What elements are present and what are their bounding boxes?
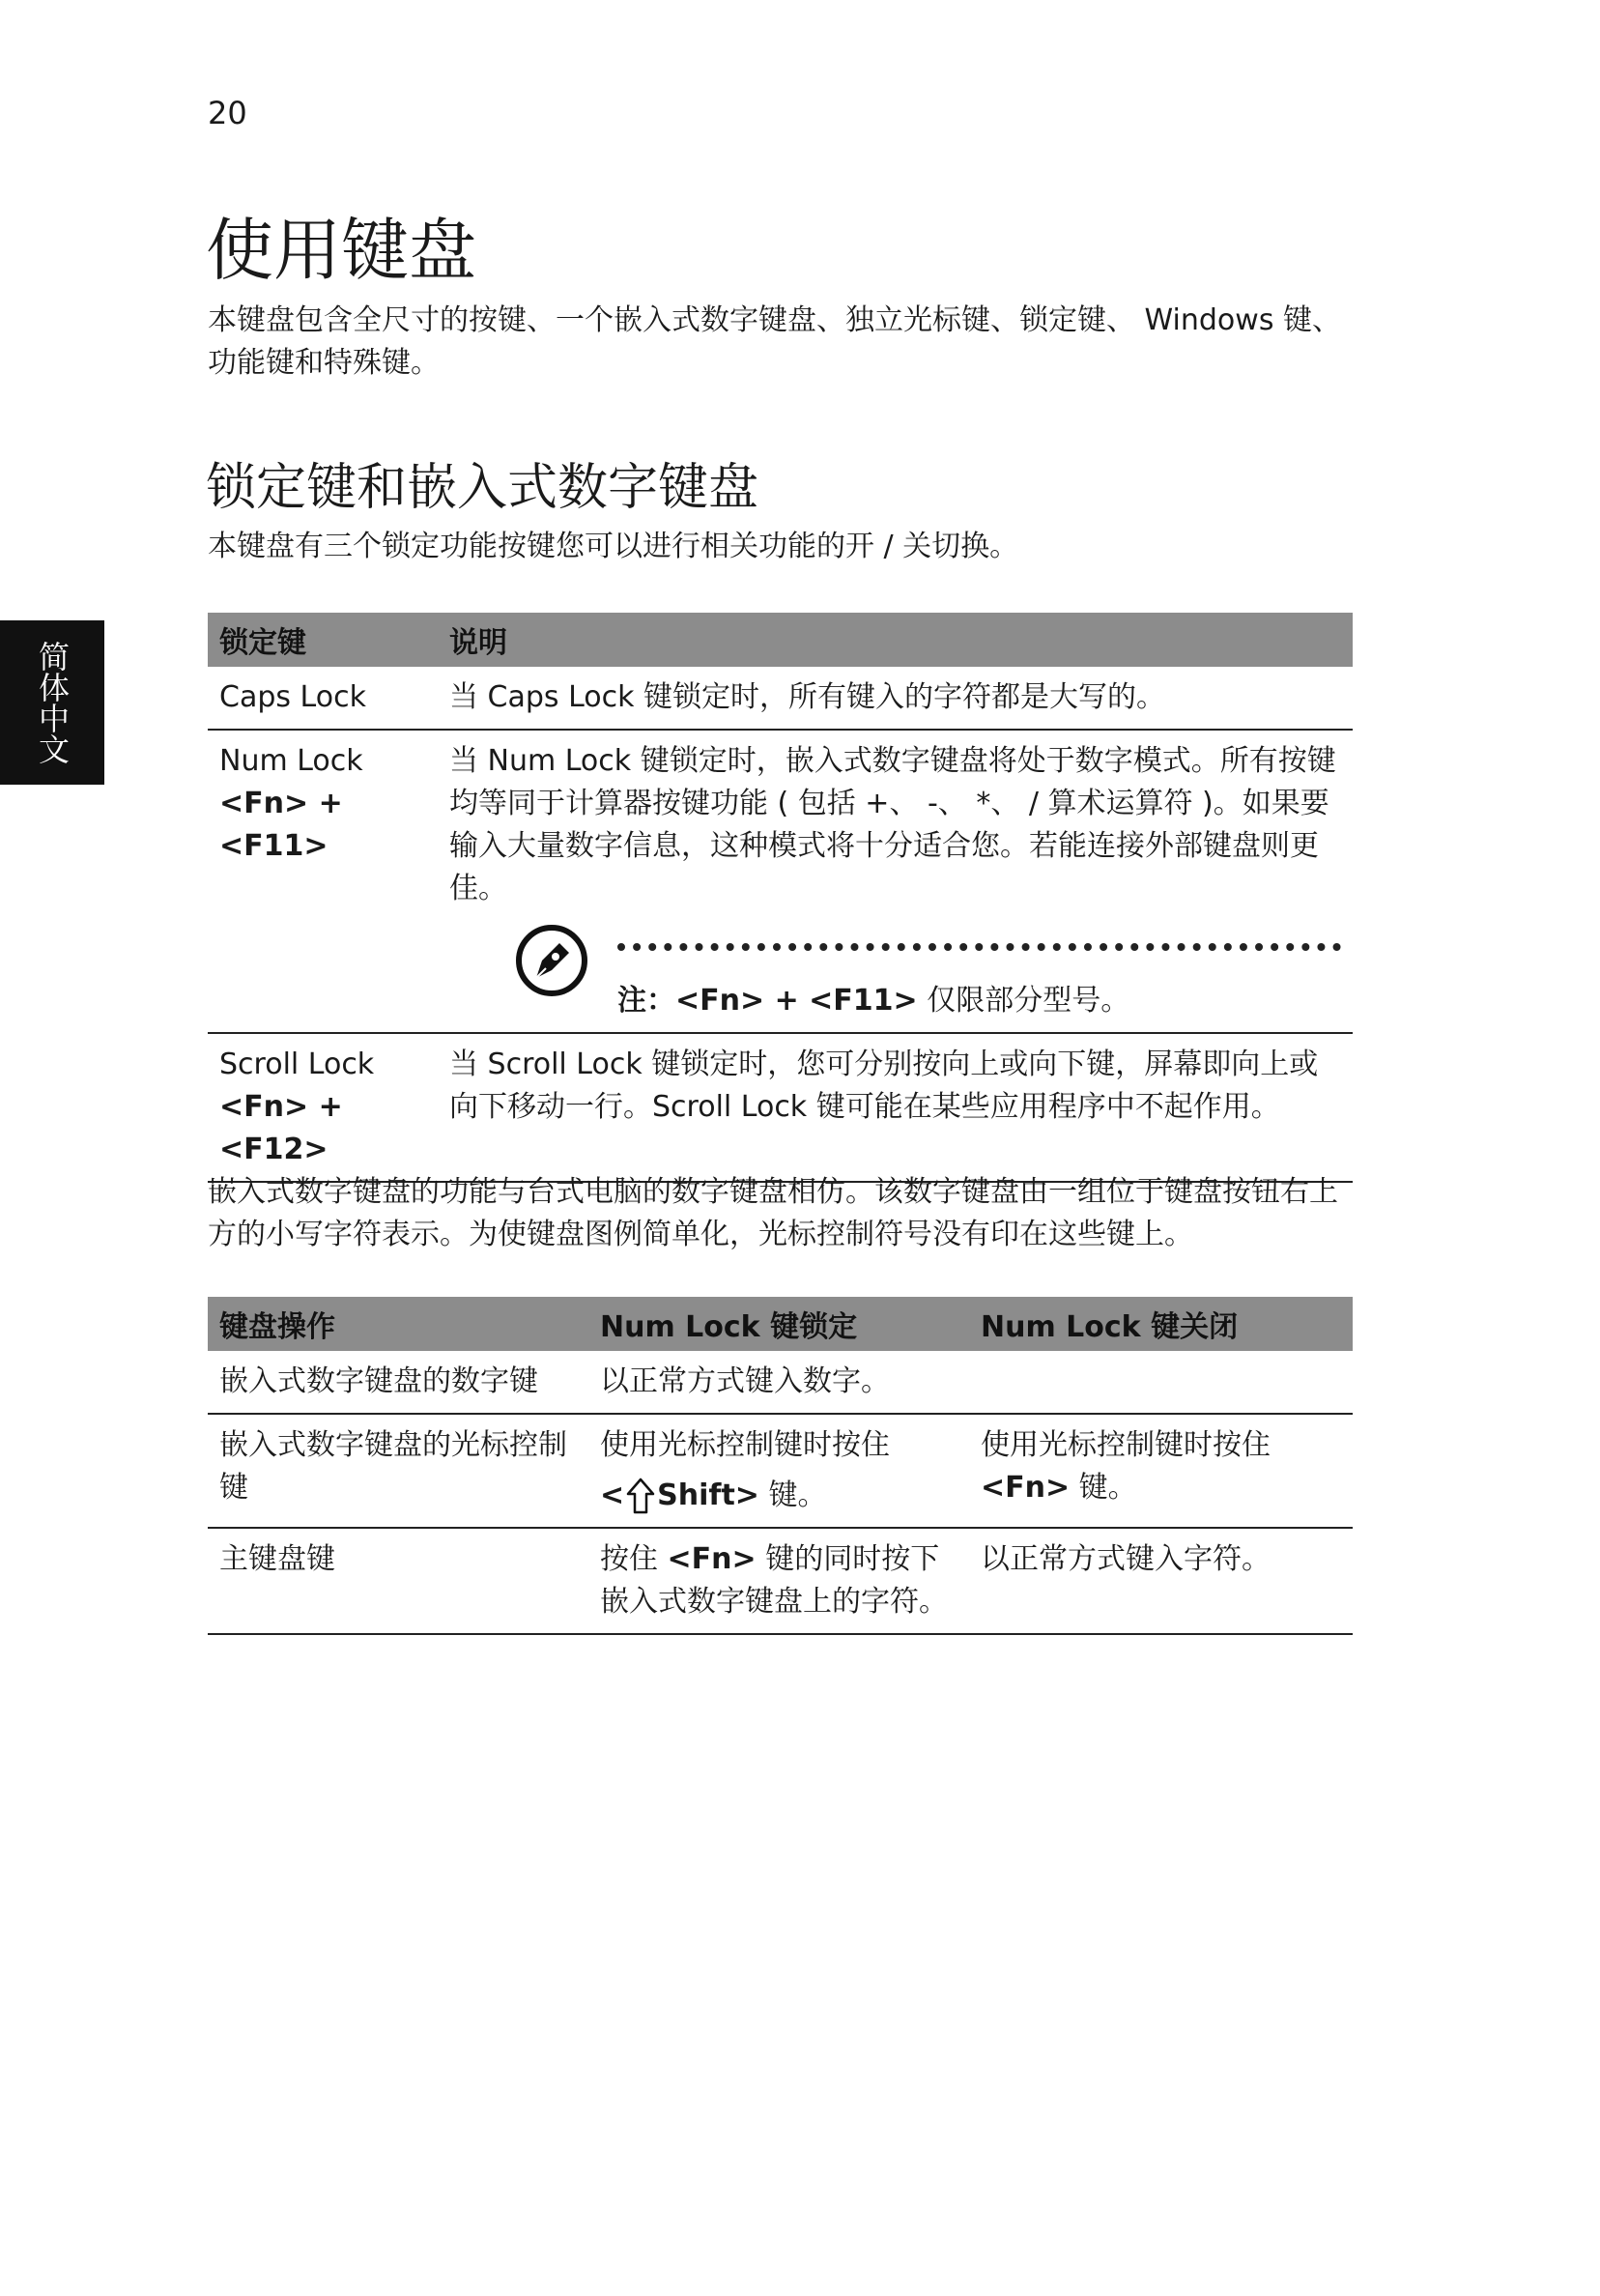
- section-title: 锁定键和嵌入式数字键盘: [206, 459, 759, 517]
- numlock-on-cell: [588, 1528, 969, 1634]
- shift-suffix: 键。: [758, 1478, 827, 1512]
- table-row: [208, 667, 1353, 730]
- key-name: Scroll Lock: [219, 1048, 375, 1081]
- fn-key: <Fn>: [667, 1542, 757, 1576]
- desc-cell: 当 Scroll Lock 键锁定时，您可分别按向上或向下键，屏幕即向上或向下移动一行。Scroll Lock 键可能在某些应用程序中不起作用。: [438, 1033, 1353, 1182]
- numlock-on-cell: [588, 1414, 969, 1528]
- numlock-on-cell: 以正常方式键入数字。: [588, 1351, 969, 1414]
- desc-text: 当 Num Lock 键锁定时，嵌入式数字键盘将处于数字模式。所有按键均等同于计算器按键功能 ( 包括 +、 -、 *、 / 算术运算符 )。如果要输入大量数字信息，这种模式将十分适合您。若能连接外部键盘则更佳。: [449, 744, 1336, 905]
- desc-cell: 当 Caps Lock 键锁定时，所有键入的字符都是大写的。: [438, 667, 1353, 730]
- operation-cell: 主键盘键: [208, 1528, 588, 1634]
- shift-line: [600, 1475, 957, 1517]
- table-row: [208, 1414, 1353, 1528]
- desc-cell: [438, 730, 1353, 1033]
- page-number: 20: [208, 95, 247, 131]
- operation-cell: 嵌入式数字键盘的数字键: [208, 1351, 588, 1414]
- table-row: [208, 730, 1353, 1033]
- on-rest: 键的同时按下嵌入式数字键盘上的字符。: [600, 1542, 948, 1619]
- key-shortcut: <Fn> + <F12>: [219, 1090, 343, 1166]
- shift-key: [600, 1475, 759, 1517]
- note-pen-icon: [513, 922, 590, 999]
- shift-label: Shift>: [657, 1478, 759, 1512]
- on-line1: 使用光标控制键时按住: [600, 1428, 890, 1462]
- key-name: Caps Lock: [219, 680, 366, 714]
- header-lock-key: 锁定键: [208, 613, 438, 667]
- page-title: 使用键盘: [206, 211, 476, 290]
- key-cell: [208, 1033, 438, 1182]
- table-row: [208, 1351, 1353, 1414]
- table-header-row: [208, 1297, 1353, 1351]
- table-header-row: [208, 613, 1353, 667]
- header-description: 说明: [438, 613, 1353, 667]
- operation-cell: 嵌入式数字键盘的光标控制键: [208, 1414, 588, 1528]
- table-row: [208, 1528, 1353, 1634]
- header-numlock-on: Num Lock 键锁定: [588, 1297, 969, 1351]
- key-cell: [208, 667, 438, 730]
- key-shortcut: <Fn> + <F11>: [219, 787, 343, 863]
- note-rest: 仅限部分型号。: [917, 984, 1130, 1018]
- numlock-off-cell: [969, 1351, 1353, 1414]
- on-prefix: 按住: [600, 1542, 668, 1576]
- note-text: [617, 980, 1341, 1022]
- side-tab-label: 简体中文: [34, 641, 71, 764]
- note-divider: [617, 943, 1341, 951]
- key-cell: [208, 730, 438, 1033]
- numlock-off-cell: [969, 1414, 1353, 1528]
- shift-lt: <: [600, 1478, 625, 1512]
- shift-arrow-icon: [626, 1477, 655, 1515]
- header-operation: 键盘操作: [208, 1297, 588, 1351]
- section-intro: 本键盘有三个锁定功能按键您可以进行相关功能的开 / 关切换。: [208, 530, 1019, 563]
- lock-keys-table: [208, 613, 1353, 1183]
- numpad-paragraph: 嵌入式数字键盘的功能与台式电脑的数字键盘相仿。该数字键盘由一组位于键盘按钮右上方的小写字符表示。为使键盘图例简单化，光标控制符号没有印在这些键上。: [208, 1175, 1338, 1251]
- intro-paragraph: 本键盘包含全尺寸的按键、一个嵌入式数字键盘、独立光标键、锁定键、 Windows 键、功能键和特殊键。: [208, 303, 1341, 380]
- table-row: [208, 1033, 1353, 1182]
- off-suffix: 键。: [1070, 1471, 1137, 1505]
- fn-key: <Fn>: [981, 1471, 1071, 1505]
- note-shortcut: <Fn> + <F11>: [675, 984, 918, 1018]
- key-name: Num Lock: [219, 744, 363, 778]
- language-side-tab: [0, 620, 104, 785]
- off-line1: 使用光标控制键时按住: [981, 1428, 1271, 1462]
- note-block: [449, 922, 1341, 1022]
- numlock-off-cell: 以正常方式键入字符。: [969, 1528, 1353, 1634]
- note-label: 注：: [617, 984, 675, 1018]
- header-numlock-off: Num Lock 键关闭: [969, 1297, 1353, 1351]
- keypad-operations-table: [208, 1297, 1353, 1635]
